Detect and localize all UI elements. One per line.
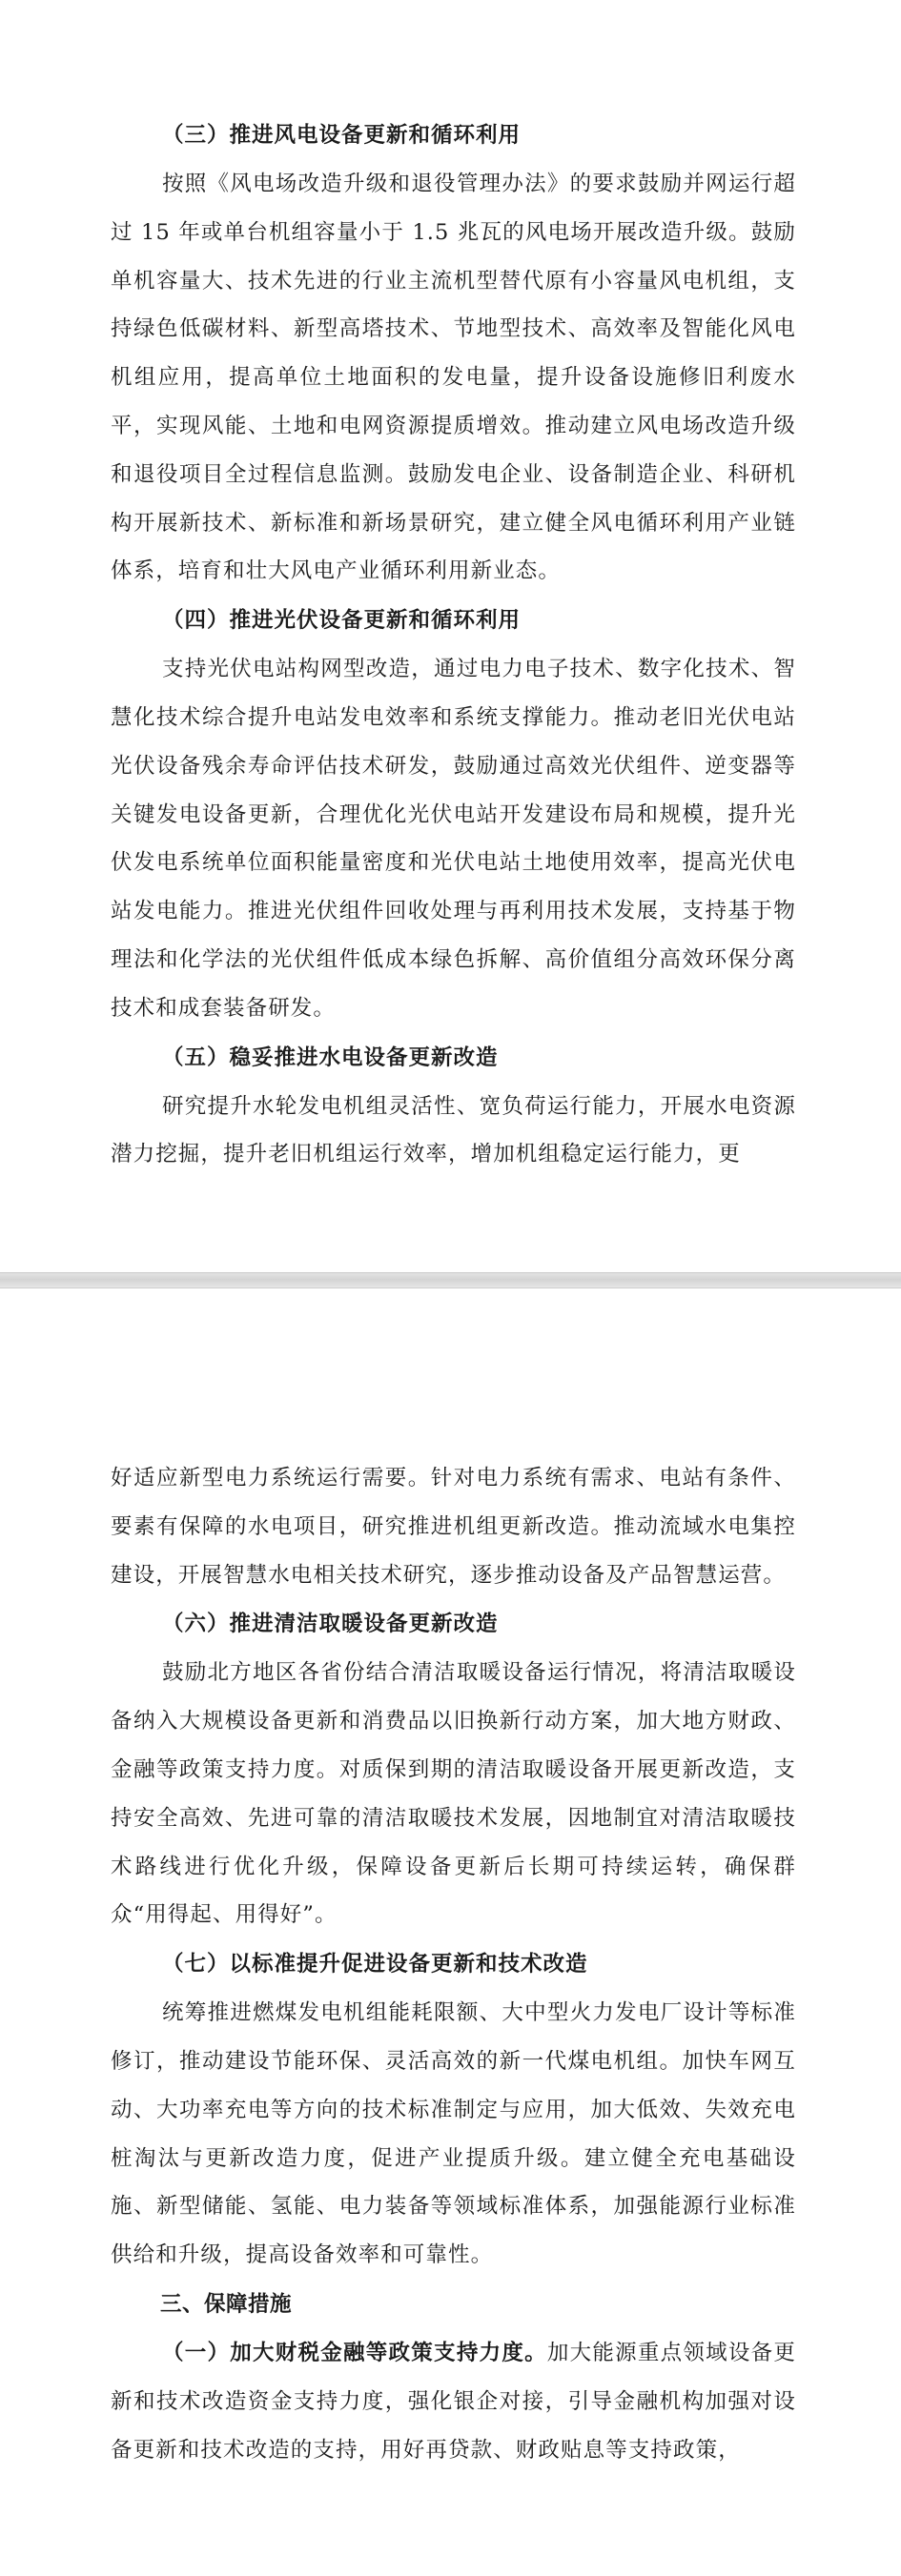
document-page-2: [0, 1288, 901, 2576]
section-heading-clean-heating: （六）推进清洁取暖设备更新改造: [162, 1612, 499, 1637]
measure-heading-fiscal-support: （一）加大财税金融等政策支持力度。: [162, 2340, 547, 2365]
paragraph-wind-power: 按照《风电场改造升级和退役管理办法》的要求鼓励并网运行超过 15 年或单台机组容量小于 1.5 兆瓦的风电场开展改造升级。鼓励单机容量大、技术先进的行业主流机型替代原有小容量风电机组，支持绿色低碳材料、新型高塔技术、节地型技术、高效率及智能化风电机组应用，提高单位土地面积的发电量，提升设备设施修旧利废水平，实现风能、土地和电网资源提质增效。推动建立风电场改造升级和退役项目全过程信息监测。鼓励发电企业、设备制造企业、科研机构开展新技术、新标准和新场景研究，建立健全风电循环利用产业链体系，培育和壮大风电产业循环利用新业态。: [111, 172, 796, 584]
paragraph-standards: 统筹推进燃煤发电机组能耗限额、大中型火力发电厂设计等标准修订，推动建设节能环保、灵活高效的新一代煤电机组。加快车网互动、大功率充电等方向的技术标准制定与应用，加大低效、失效充电桩淘汰与更新改造力度，促进产业提质升级。建立健全充电基础设施、新型储能、氢能、电力装备等领域标准体系，加强能源行业标准供给和升级，提高设备效率和可靠性。: [111, 2000, 796, 2268]
page-separator: [0, 1272, 901, 1288]
paragraph-hydropower-end: 好适应新型电力系统运行需要。针对电力系统有需求、电站有条件、要素有保障的水电项目，研究推进机组更新改造。推动流域水电集控建设，开展智慧水电相关技术研究，逐步推动设备及产品智慧运营。: [111, 1466, 796, 1588]
section-heading-standards: （七）以标准提升促进设备更新和技术改造: [162, 1952, 588, 1978]
section-heading-photovoltaic: （四）推进光伏设备更新和循环利用: [162, 608, 522, 634]
paragraph-hydropower-start: 研究提升水轮发电机组灵活性、宽负荷运行能力，开展水电资源潜力挖掘，提升老旧机组运行效率，增加机组稳定运行能力，更: [111, 1093, 796, 1167]
section-heading-hydropower: （五）稳妥推进水电设备更新改造: [162, 1045, 499, 1070]
section-heading-wind-power: （三）推进风电设备更新和循环利用: [162, 123, 522, 148]
chapter-heading-safeguards: 三、保障措施: [160, 2291, 293, 2317]
paragraph-fiscal-support: [111, 2329, 796, 2474]
paragraph-clean-heating: 鼓励北方地区各省份结合清洁取暖设备运行情况，将清洁取暖设备纳入大规模设备更新和消费品以旧换新行动方案，加大地方财政、金融等政策支持力度。对质保到期的清洁取暖设备开展更新改造，支持安全高效、先进可靠的清洁取暖技术发展，因地制宜对清洁取暖技术路线进行优化升级，保障设备更新后长期可持续运转，确保群众“用得起、用得好”。: [111, 1660, 796, 1928]
paragraph-photovoltaic: 支持光伏电站构网型改造，通过电力电子技术、数字化技术、智慧化技术综合提升电站发电效率和系统支撑能力。推动老旧光伏电站光伏设备残余寿命评估技术研发，鼓励通过高效光伏组件、逆变器等关键发电设备更新，合理优化光伏电站开发建设布局和规模，提升光伏发电系统单位面积能量密度和光伏电站土地使用效率，提高光伏电站发电能力。推进光伏组件回收处理与再利用技术发展，支持基于物理法和化学法的光伏组件低成本绿色拆解、高价值组分高效环保分离技术和成套装备研发。: [111, 657, 796, 1021]
measure-text-fiscal-support: 加大能源重点领域设备更新和技术改造资金支持力度，强化银企对接，引导金融机构加强对设备更新和技术改造的支持，用好再贷款、财政贴息等支持政策，: [111, 2340, 796, 2463]
document-page-1: [0, 0, 901, 1272]
